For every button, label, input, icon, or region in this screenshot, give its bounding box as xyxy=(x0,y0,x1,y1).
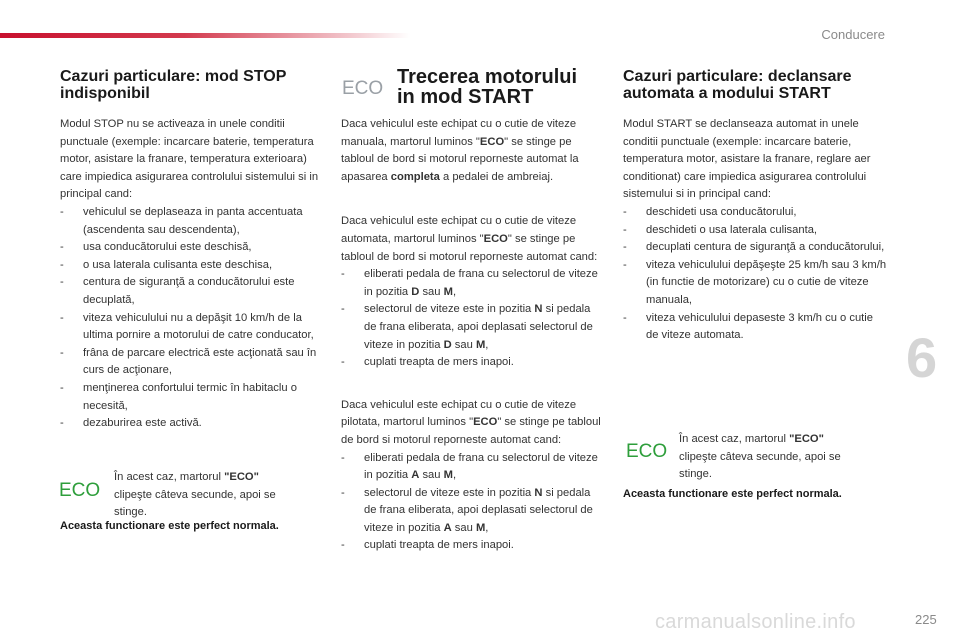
eco-icon-label: ECO xyxy=(342,78,384,98)
heading-start-mode xyxy=(397,67,577,107)
list-item: - viteza vehiculului depaseste 3 km/h cu o cutie de viteze automata. xyxy=(623,310,888,345)
piloted-conditions-list xyxy=(341,450,603,556)
piloted-gearbox-paragraph: Daca vehiculul este echipat cu o cutie de viteze pilotata, martorul luminos "ECO" se stinge pe tabloul de bord si motorul reporneste automat cand: xyxy=(341,398,601,446)
column-start-mode xyxy=(341,116,603,555)
chapter-number: 6 xyxy=(906,326,938,389)
heading-start-auto: Cazuri particulare: declansare automata a modului START xyxy=(623,68,852,102)
page-number: 225 xyxy=(915,612,937,627)
eco-green-icon xyxy=(625,439,669,461)
start-auto-intro: Modul START se declanseaza automat in unele conditii punctuale (exemple: incarcare baterie, temperatura motor, asistare la franare, reglare aer conditionat) care impiedica asigurarea controlului sistemului si in principal cand: xyxy=(623,118,871,201)
column-stop-unavailable xyxy=(60,68,325,433)
list-item: - eliberati pedala de frana cu selectorul de viteze in pozitia A sau M, xyxy=(341,450,603,485)
list-item: - viteza vehiculului depăşeşte 25 km/h sau 3 km/h (in functie de motorizare) cu o cutie de viteze manuala, xyxy=(623,257,888,310)
list-item: - o usa laterala culisanta este deschisa, xyxy=(60,257,325,275)
automatic-gearbox-paragraph: Daca vehiculul este echipat cu o cutie de viteze automata, martorul luminos "ECO" se stinge pe tabloul de bord si motorul reporneste automat cand: xyxy=(341,215,598,263)
stop-conclusion: Aceasta functionare este perfect normala. xyxy=(60,520,279,532)
list-item: - deschideti o usa laterala culisanta, xyxy=(623,222,888,240)
svg-text:ECO: ECO xyxy=(59,480,101,500)
list-item: - viteza vehiculului nu a depăşit 10 km/h de la ultima pornire a motorului de catre conducator, xyxy=(60,310,325,345)
list-item: - dezaburirea este activă. xyxy=(60,415,325,433)
heading-line: Trecerea motorului xyxy=(397,66,578,88)
list-item: - deschideti usa conducătorului, xyxy=(623,204,888,222)
list-item: - selectorul de viteze este in pozitia N si pedala de frana eliberata, apoi deplasati selectorul de viteze in pozitia A sau M, xyxy=(341,485,603,538)
start-conclusion: Aceasta functionare este perfect normala. xyxy=(623,488,842,500)
svg-text:ECO: ECO xyxy=(626,441,668,461)
list-item: - eliberati pedala de frana cu selectorul de viteze in pozitia D sau M, xyxy=(341,266,603,301)
eco-grey-icon xyxy=(341,76,387,98)
list-item: - selectorul de viteze este in pozitia N si pedala de frana eliberata, apoi deplasati selectorul de viteze in pozitia D sau M, xyxy=(341,301,603,354)
list-item: - cuplati treapta de mers inapoi. xyxy=(341,537,603,555)
eco-green-icon xyxy=(58,478,102,500)
list-item: - decuplati centura de siguranţă a conducătorului, xyxy=(623,239,888,257)
header-accent-bar xyxy=(0,33,410,38)
list-item: - frâna de parcare electrică este acţionată sau în curs de acţionare, xyxy=(60,345,325,380)
start-auto-conditions-list xyxy=(623,204,888,345)
stop-conditions-list xyxy=(60,204,325,433)
column-start-auto xyxy=(623,68,888,345)
start-eco-note: În acest caz, martorul "ECO" clipeşte câteva secunde, apoi se stinge. xyxy=(679,433,841,481)
manual-gearbox-paragraph: Daca vehiculul este echipat cu o cutie de viteze manuala, martorul luminos "ECO" se stinge pe tabloul de bord si motorul reporneste automat la apasarea completa a pedalei de ambreiaj. xyxy=(341,118,579,183)
list-item: - vehiculul se deplaseaza in panta accentuata (ascendenta sau descendenta), xyxy=(60,204,325,239)
automatic-conditions-list xyxy=(341,266,603,372)
list-item: - usa conducătorului este deschisă, xyxy=(60,239,325,257)
heading-stop-unavailable: Cazuri particulare: mod STOP indisponibil xyxy=(60,68,287,102)
heading-line: in mod START xyxy=(397,86,534,108)
list-item: - menţinerea confortului termic în habitaclu o necesită, xyxy=(60,380,325,415)
list-item: - cuplati treapta de mers inapoi. xyxy=(341,354,603,372)
section-title: Conducere xyxy=(821,27,885,42)
stop-eco-note: În acest caz, martorul "ECO" clipeşte câteva secunde, apoi se stinge. xyxy=(114,471,276,519)
watermark: carmanualsonline.info xyxy=(655,611,856,633)
list-item: - centura de siguranţă a conducătorului este decuplată, xyxy=(60,274,325,309)
stop-intro: Modul STOP nu se activeaza in unele conditii punctuale (exemple: incarcare baterie, temperatura motor, asistare la franare, temperatura exterioara) care impiedica asigurarea controlului sistemului si in principal cand: xyxy=(60,118,319,201)
